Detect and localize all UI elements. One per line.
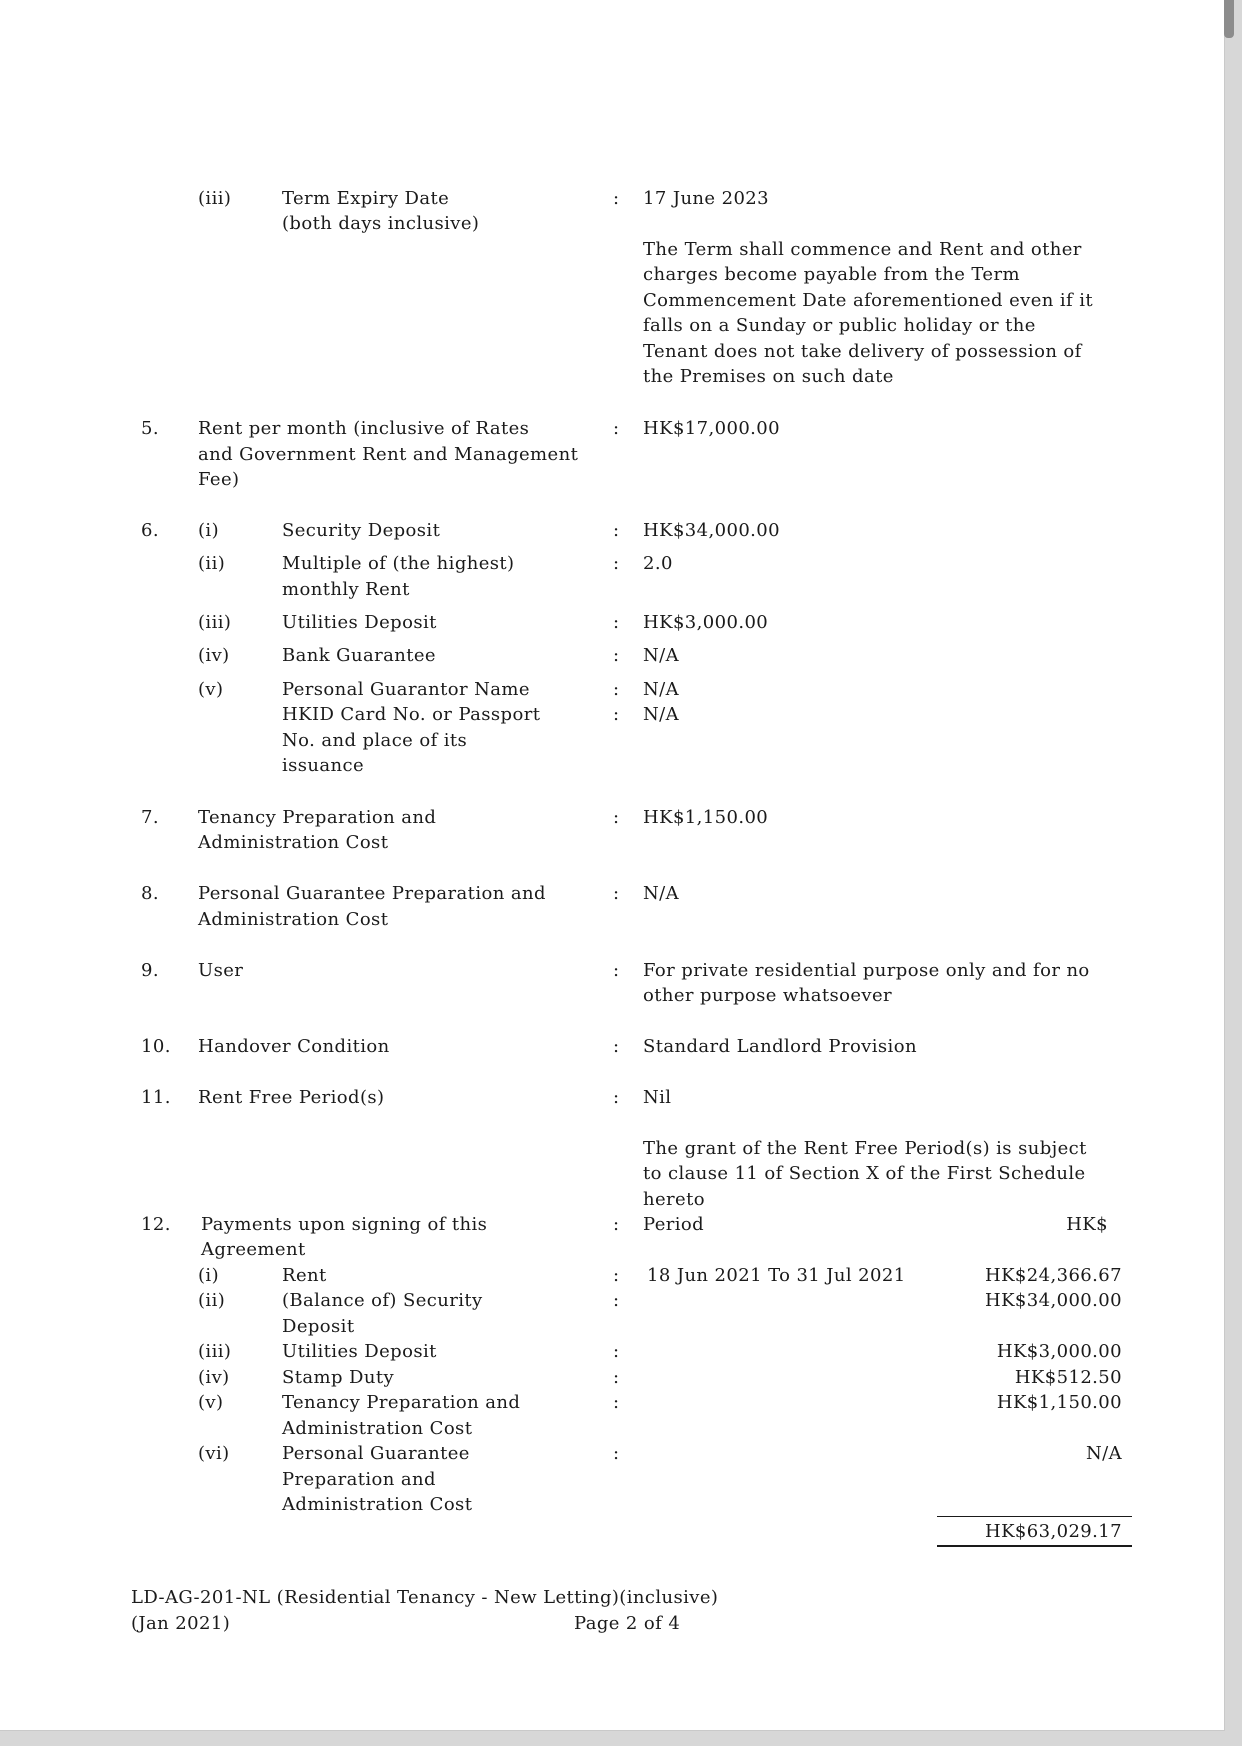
rent-label-line: Fee)	[198, 469, 240, 490]
colon: :	[613, 520, 620, 541]
colon: :	[613, 188, 620, 209]
total-double-rule	[937, 1545, 1132, 1547]
colon: :	[613, 807, 620, 828]
sub-number: (ii)	[198, 553, 226, 574]
multiple-rent-value: 2.0	[643, 553, 673, 574]
security-deposit-value: HK$34,000.00	[643, 520, 781, 541]
rent-label-line: and Government Rent and Management	[198, 444, 579, 465]
item-number: 9.	[141, 960, 159, 981]
colon: :	[613, 418, 620, 439]
colon: :	[613, 704, 620, 725]
term-note-line: charges become payable from the Term	[643, 264, 1020, 285]
payment-stamp-duty-amount: HK$512.50	[1014, 1367, 1122, 1388]
total-top-rule	[937, 1516, 1132, 1517]
colon: :	[613, 612, 620, 633]
guarantor-id-value: N/A	[643, 704, 680, 725]
utilities-deposit-label: Utilities Deposit	[282, 612, 437, 633]
payment-rent-amount: HK$24,366.67	[984, 1265, 1122, 1286]
tenancy-prep-value: HK$1,150.00	[643, 807, 769, 828]
rent-free-note-line: The grant of the Rent Free Period(s) is subject	[643, 1138, 1087, 1159]
rent-free-note-line: to clause 11 of Section X of the First Schedule	[643, 1163, 1086, 1184]
multiple-rent-label-sub: monthly Rent	[282, 579, 410, 600]
sub-number: (i)	[198, 520, 220, 541]
sub-number: (v)	[198, 1392, 224, 1413]
term-expiry-number: (iii)	[198, 188, 232, 209]
rent-value: HK$17,000.00	[643, 418, 781, 439]
footer-form-code: LD-AG-201-NL (Residential Tenancy - New Letting)(inclusive)	[131, 1587, 719, 1608]
sub-number: (iv)	[198, 1367, 230, 1388]
item-number: 8.	[141, 883, 159, 904]
payment-utilities-label: Utilities Deposit	[282, 1341, 437, 1362]
payment-security-label-line: (Balance of) Security	[282, 1290, 483, 1311]
colon: :	[613, 1290, 620, 1311]
sub-number: (iv)	[198, 645, 230, 666]
payment-rent-period: 18 Jun 2021 To 31 Jul 2021	[647, 1265, 906, 1286]
payment-tenancy-prep-label-line: Tenancy Preparation and	[282, 1392, 521, 1413]
payment-rent-label: Rent	[282, 1265, 327, 1286]
guarantor-label-line: No. and place of its	[282, 730, 468, 751]
payment-tenancy-prep-amount: HK$1,150.00	[996, 1392, 1122, 1413]
colon: :	[613, 1214, 620, 1235]
guarantor-name-value: N/A	[643, 679, 680, 700]
colon: :	[613, 1367, 620, 1388]
term-note-line: Commencement Date aforementioned even if it	[643, 290, 1093, 311]
payment-guarantee-label-line: Administration Cost	[282, 1494, 473, 1515]
sub-number: (i)	[198, 1265, 220, 1286]
sub-number: (iii)	[198, 612, 232, 633]
item-number: 11.	[141, 1087, 171, 1108]
colon: :	[613, 1265, 620, 1286]
rent-free-note-line: hereto	[643, 1189, 705, 1210]
period-header: Period	[643, 1214, 705, 1235]
term-note-line: falls on a Sunday or public holiday or the	[643, 315, 1036, 336]
tenancy-prep-label-line: Tenancy Preparation and	[198, 807, 437, 828]
payment-security-label-line: Deposit	[282, 1316, 355, 1337]
payment-guarantee-label-line: Preparation and	[282, 1469, 436, 1490]
colon: :	[613, 1443, 620, 1464]
rent-free-label: Rent Free Period(s)	[198, 1087, 385, 1108]
item-number: 5.	[141, 418, 159, 439]
guarantee-prep-label-line: Administration Cost	[198, 909, 389, 930]
bank-guarantee-value: N/A	[643, 645, 680, 666]
item-number: 12.	[141, 1214, 171, 1235]
handover-value: Standard Landlord Provision	[643, 1036, 917, 1057]
item-number: 6.	[141, 520, 159, 541]
bank-guarantee-label: Bank Guarantee	[282, 645, 436, 666]
payments-label-line: Payments upon signing of this	[201, 1214, 488, 1235]
multiple-rent-label: Multiple of (the highest)	[282, 553, 515, 574]
payment-security-amount: HK$34,000.00	[984, 1290, 1122, 1311]
colon: :	[613, 960, 620, 981]
payment-guarantee-amount: N/A	[1085, 1443, 1122, 1464]
currency-header: HK$	[1066, 1214, 1108, 1235]
term-expiry-label-sub: (both days inclusive)	[282, 213, 480, 234]
sub-number: (v)	[198, 679, 224, 700]
payment-stamp-duty-label: Stamp Duty	[282, 1367, 395, 1388]
colon: :	[613, 1036, 620, 1057]
scrollbar-thumb[interactable]	[1224, 0, 1234, 38]
term-expiry-value: 17 June 2023	[643, 188, 770, 209]
item-number: 7.	[141, 807, 159, 828]
item-number: 10.	[141, 1036, 171, 1057]
term-note-line: Tenant does not take delivery of possession of	[643, 341, 1082, 362]
payment-utilities-amount: HK$3,000.00	[996, 1341, 1122, 1362]
colon: :	[613, 1392, 620, 1413]
payments-total: HK$63,029.17	[984, 1521, 1122, 1542]
rent-label-line: Rent per month (inclusive of Rates	[198, 418, 530, 439]
colon: :	[613, 553, 620, 574]
payment-tenancy-prep-label-line: Administration Cost	[282, 1418, 473, 1439]
term-note-line: The Term shall commence and Rent and other	[643, 239, 1082, 260]
utilities-deposit-value: HK$3,000.00	[643, 612, 769, 633]
user-label: User	[198, 960, 244, 981]
guarantor-label-line: issuance	[282, 755, 365, 776]
guarantor-label-line: HKID Card No. or Passport	[282, 704, 541, 725]
footer-revision: (Jan 2021)	[131, 1613, 231, 1634]
guarantee-prep-label-line: Personal Guarantee Preparation and	[198, 883, 546, 904]
sub-number: (ii)	[198, 1290, 226, 1311]
rent-free-value: Nil	[643, 1087, 672, 1108]
tenancy-prep-label-line: Administration Cost	[198, 832, 389, 853]
colon: :	[613, 1087, 620, 1108]
colon: :	[613, 645, 620, 666]
term-note-line: the Premises on such date	[643, 366, 894, 387]
handover-label: Handover Condition	[198, 1036, 390, 1057]
footer-page-number: Page 2 of 4	[574, 1613, 681, 1634]
security-deposit-label: Security Deposit	[282, 520, 441, 541]
colon: :	[613, 679, 620, 700]
user-value-line: For private residential purpose only and for no	[643, 960, 1090, 981]
guarantee-prep-value: N/A	[643, 883, 680, 904]
user-value-line: other purpose whatsoever	[643, 985, 893, 1006]
payment-guarantee-label-line: Personal Guarantee	[282, 1443, 470, 1464]
guarantor-label-line: Personal Guarantor Name	[282, 679, 530, 700]
term-expiry-label: Term Expiry Date	[282, 188, 450, 209]
colon: :	[613, 883, 620, 904]
colon: :	[613, 1341, 620, 1362]
sub-number: (vi)	[198, 1443, 230, 1464]
payments-label-line: Agreement	[201, 1239, 306, 1260]
sub-number: (iii)	[198, 1341, 232, 1362]
